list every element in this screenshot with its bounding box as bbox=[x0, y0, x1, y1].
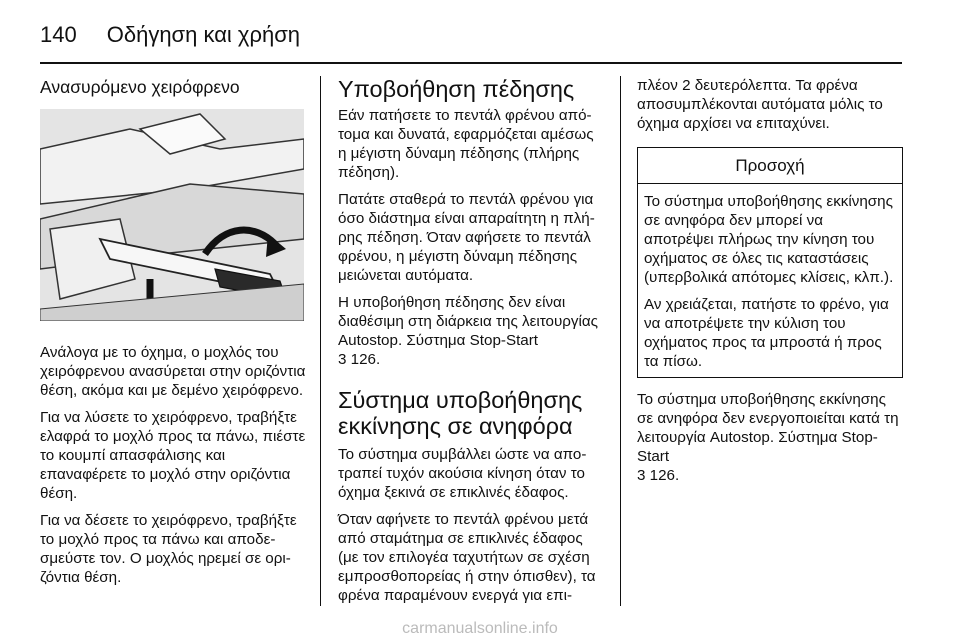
column-divider bbox=[320, 76, 321, 606]
paragraph: Για να δέσετε το χειρόφρενο, τραβήξτε το μοχλό προς τα πάνω και αποδεσμεύστε τον. Ο μοχλός ηρεμεί σε οριζόντια θέση. bbox=[40, 512, 297, 586]
header-rule bbox=[40, 62, 902, 64]
chapter-title: Οδήγηση και χρήση bbox=[106, 22, 301, 47]
column-middle bbox=[338, 76, 606, 613]
page-reference[interactable]: 3 126. bbox=[637, 467, 680, 484]
column-left bbox=[40, 78, 306, 595]
section-title-hill-start-assist: Σύστημα υποβοήθησης εκκίνησης σε ανηφόρα bbox=[338, 387, 583, 439]
column-right bbox=[637, 76, 903, 493]
caution-box bbox=[637, 147, 903, 378]
section-heading-handbrake: Ανασυρόμενο χειρόφρενο bbox=[40, 77, 240, 97]
caution-body bbox=[638, 184, 902, 377]
page-header bbox=[40, 22, 300, 48]
paragraph: Ανάλογα με το όχημα, ο μοχλός του χειρόφρενου ανασύρεται στην οριζόντια θέση, ακόμα και με δεμένο χειρόφρενο. bbox=[40, 344, 306, 399]
watermark: carmanualsonline.info bbox=[402, 620, 558, 637]
column-divider bbox=[620, 76, 621, 606]
page-number: 140 bbox=[40, 22, 77, 47]
caution-paragraph: Αν χρειάζεται, πατήστε το φρένο, για να αποτρέψετε την κύλιση του οχήματος προς τα μπροστά ή προς τα πίσω. bbox=[644, 296, 889, 370]
paragraph: Όταν αφήνετε το πεντάλ φρένου μετά από σταμάτημα σε επικλινές έδαφος (με τον επιλογέα ταχυτήτων σε σχέση εμπροσθοπορείας ή στην όπισθεν), τα φρένα παραμένουν ενεργά για επι- bbox=[338, 511, 596, 604]
paragraph: Πατάτε σταθερά το πεντάλ φρένου για όσο διάστημα είναι απαραίτητη η πλήρης πέδηση. Όταν αφήσετε το πεντάλ φρένου, η μέγιστη δύναμη πέδησης μειώνεται αυτόματα. bbox=[338, 191, 595, 284]
caution-title: Προσοχή bbox=[638, 148, 902, 184]
paragraph: Για να λύσετε το χειρόφρενο, τραβήξτε ελαφρά το μοχλό προς τα πάνω, πιέστε το κουμπί απασφάλισης και επαναφέρετε το μοχλό στην οριζόντια θέση. bbox=[40, 409, 306, 502]
handbrake-drawing bbox=[40, 109, 304, 321]
caution-paragraph: Το σύστημα υποβοήθησης εκκίνησης σε ανηφόρα δεν μπορεί να αποτρέψει πλήρως την κίνηση του οχήματος σε όλες τις καταστάσεις (υπερβολικά απότομες κλίσεις, κλπ.). bbox=[644, 193, 894, 286]
paragraph: Εάν πατήσετε το πεντάλ φρένου απότομα και δυνατά, εφαρμόζεται αμέσως η μέγιστη δύναμη πέδησης (πλήρης πέδηση). bbox=[338, 107, 594, 181]
paragraph: Το σύστημα υποβοήθησης εκκίνησης σε ανηφόρα δεν ενεργοποιείται κατά τη λειτουργία Autostop. Σύστημα Stop-Start bbox=[637, 391, 899, 465]
paragraph: Η υποβοήθηση πέδησης δεν είναι διαθέσιμη στη διάρκεια της λειτουργίας Autostop. Σύστημα Stop-Start bbox=[338, 294, 598, 349]
paragraph: Το σύστημα συμβάλλει ώστε να αποτραπεί τυχόν ακούσια κίνηση όταν το όχημα ξεκινά σε επικλινές έδαφος. bbox=[338, 446, 587, 501]
page-reference[interactable]: 3 126. bbox=[338, 351, 381, 368]
handbrake-illustration bbox=[40, 109, 304, 321]
section-title-brake-assist: Υποβοήθηση πέδησης bbox=[338, 76, 575, 102]
paragraph: πλέον 2 δευτερόλεπτα. Τα φρένα αποσυμπλέκονται αυτόματα μόλις το όχημα αρχίσει να επιταχύνει. bbox=[637, 77, 883, 132]
